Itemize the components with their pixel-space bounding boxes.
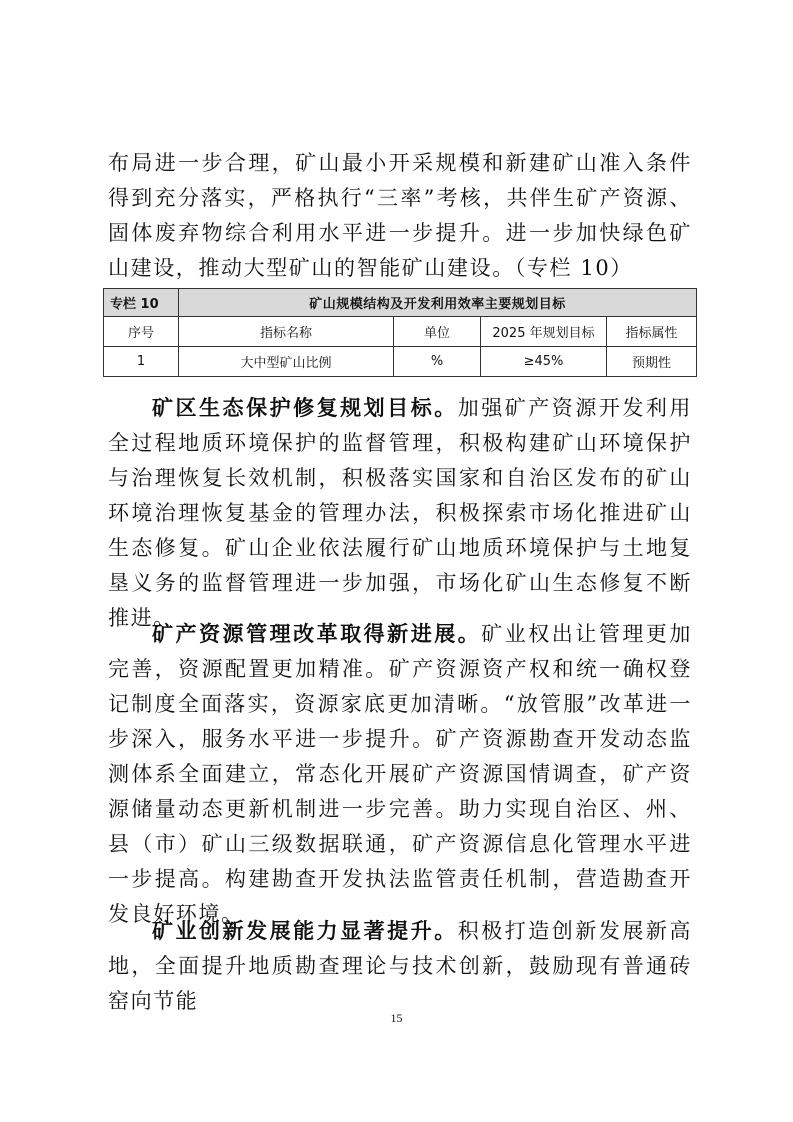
table-tag: 专栏 10 — [104, 289, 179, 317]
header-cell: 指标名称 — [179, 317, 394, 347]
table-cell: 大中型矿山比例 — [179, 347, 394, 377]
table-row — [104, 347, 697, 377]
paragraph-eco-restoration — [108, 390, 692, 636]
table-caption: 矿山规模结构及开发利用效率主要规划目标 — [179, 289, 697, 317]
table-cell: % — [394, 347, 481, 377]
paragraph-lead: 矿区生态保护修复规划目标。 — [152, 395, 458, 420]
paragraph-body: 积极打造创新发展新高地，全面提升地质勘查理论与技术创新，鼓励现有普通砖窑向节能 — [108, 919, 692, 1013]
table-cell: ≥45% — [481, 347, 607, 377]
paragraph-management-reform — [108, 616, 692, 932]
paragraph-lead: 矿业创新发展能力显著提升。 — [152, 918, 458, 943]
paragraph-innovation — [108, 913, 692, 1019]
table-header-row — [104, 317, 697, 347]
table-column-10 — [103, 288, 697, 377]
paragraph-body: 加强矿产资源开发利用全过程地质环境保护的监督管理，积极构建矿山环境保护与治理恢复长效机制，积极落实国家和自治区发布的矿山环境治理恢复基金的管理办法，积极探索市场化推进矿山生态修复。矿山企业依法履行矿山地质环境保护与土地复垦义务的监督管理进一步加强，市场化矿山生态修复不断推进。 — [108, 396, 692, 630]
header-cell: 指标属性 — [607, 317, 697, 347]
header-cell: 单位 — [394, 317, 481, 347]
table-caption-row — [104, 289, 697, 317]
table-cell: 预期性 — [607, 347, 697, 377]
page-number: 15 — [390, 1011, 403, 1025]
paragraph-lead: 矿产资源管理改革取得新进展。 — [152, 621, 482, 646]
paragraph-intro: 布局进一步合理，矿山最小开采规模和新建矿山准入条件得到充分落实，严格执行“三率”考核，共伴生矿产资源、固体废弃物综合利用水平进一步提升。进一步加快绿色矿山建设，推动大型矿山的智能矿山建设。（专栏 10） — [108, 151, 692, 280]
paragraph-body: 矿业权出让管理更加完善，资源配置更加精准。矿产资源资产权和统一确权登记制度全面落实，资源家底更加清晰。“放管服”改革进一步深入，服务水平进一步提升。矿产资源勘查开发动态监测体系全面建立，常态化开展矿产资源国情调查，矿产资源储量动态更新机制进一步完善。助力实现自治区、州、县（市）矿山三级数据联通，矿产资源信息化管理水平进一步提高。构建勘查开发执法监管责任机制，营造勘查开发良好环境。 — [108, 622, 692, 926]
header-cell: 序号 — [104, 317, 179, 347]
table-cell: 1 — [104, 347, 179, 377]
header-cell: 2025 年规划目标 — [481, 317, 607, 347]
